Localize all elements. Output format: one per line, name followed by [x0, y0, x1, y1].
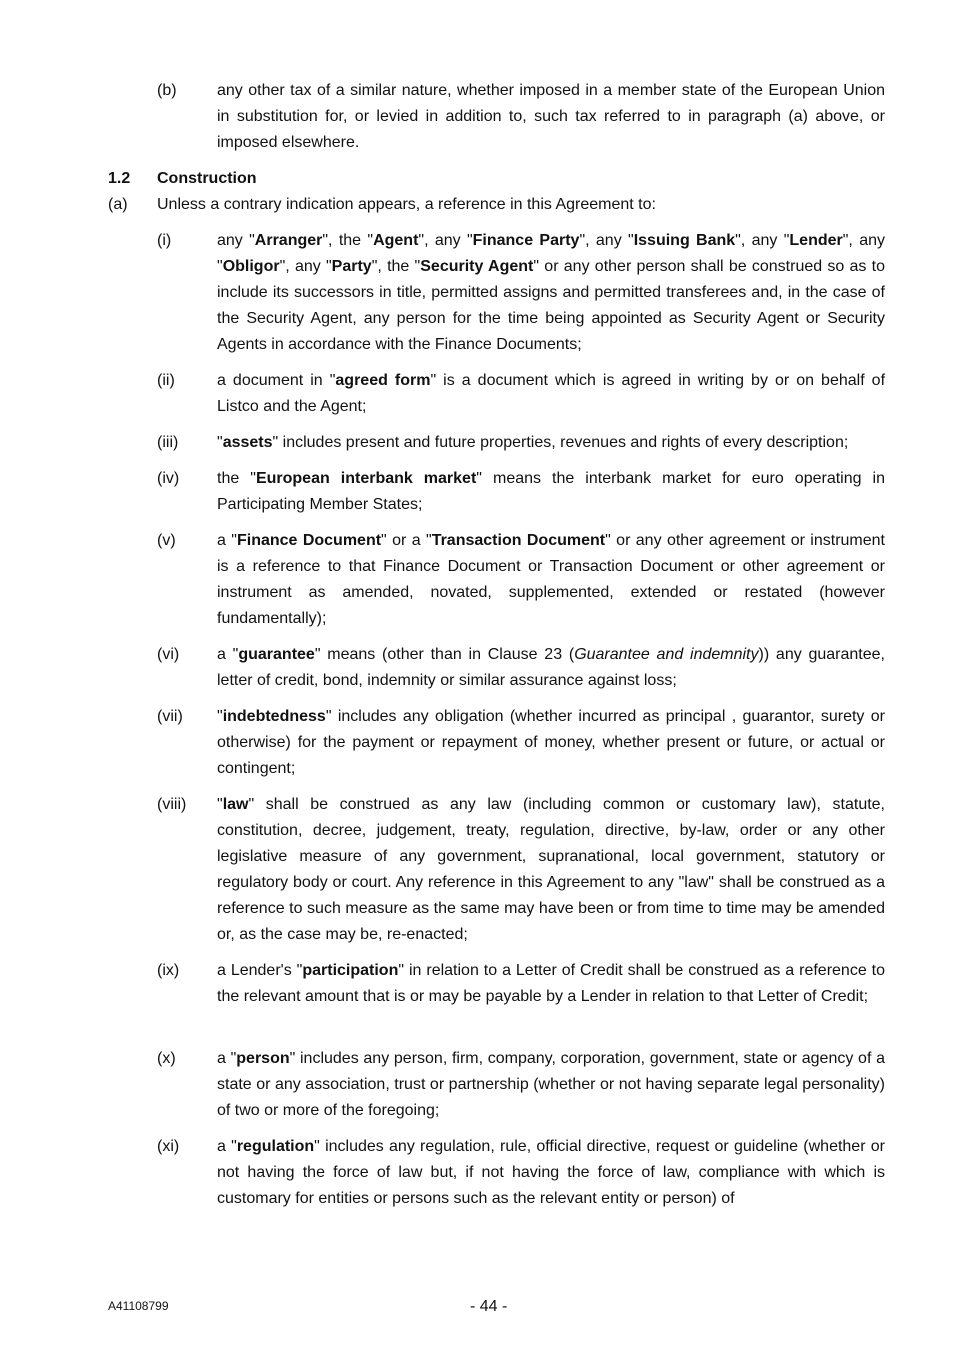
page-number: - 44 - [470, 1298, 508, 1315]
defined-term: Transaction Document [431, 532, 606, 549]
text-run: " or any other agreement or instrument is a reference to that Finance Document or Transaction Document or other agreement or instrument as amended, novated, supplemented, extended or restated (however fundamentally); [217, 532, 885, 627]
section-number: 1.2 [108, 170, 131, 187]
text-run: a Lender's " [217, 962, 303, 979]
defined-term: Arranger [254, 232, 323, 249]
section-title: Construction [157, 170, 257, 187]
text-run: a document in " [217, 372, 336, 389]
list-item-text [217, 704, 885, 782]
text-run: ", any " [418, 232, 473, 249]
defined-term: participation [302, 962, 399, 979]
para-b-label: (b) [157, 82, 177, 99]
list-item-label: (iii) [157, 434, 179, 451]
list-item-label: (v) [157, 532, 176, 549]
defined-term: Issuing Bank [633, 232, 736, 249]
defined-term: Party [331, 258, 372, 275]
list-item-label: (ii) [157, 372, 175, 389]
list-item-text [217, 466, 885, 518]
defined-term: Agent [373, 232, 419, 249]
clause-title: Guarantee and indemnity [574, 646, 759, 663]
para-a-text: Unless a contrary indication appears, a reference in this Agreement to: [157, 196, 656, 213]
list-item-text [217, 1134, 885, 1212]
text-run: " includes any obligation (whether incurred as principal , guarantor, surety or otherwise) for the payment or repayment of money, whether present or future, or actual or contingent; [217, 708, 885, 777]
text-run: " or any other person shall be construed so as to include its successors in title, permitted assigns and permitted transferees and, in the case of the Security Agent, any person for the time being appointed as Security Agent or Security Agents in accordance with the Finance Documents; [217, 258, 886, 353]
text-run: " is a document which is agreed in writing by or on behalf of Listco and the Agent; [217, 372, 886, 415]
list-item-label: (iv) [157, 470, 180, 487]
list-item-text [217, 228, 885, 358]
text-run: " [217, 434, 223, 451]
defined-term: Security Agent [420, 258, 534, 275]
defined-term: Finance Party [472, 232, 580, 249]
text-run: " or a " [381, 532, 432, 549]
list-item-text [217, 642, 885, 694]
text-run: a " [217, 1138, 237, 1155]
defined-term: regulation [236, 1138, 315, 1155]
text-run: " includes any regulation, rule, official directive, request or guideline (whether or not having the force of law but, if not having the force of law, compliance with which is customary for entities or persons such as the relevant entity or person) of [217, 1138, 885, 1207]
text-run: ", any " [217, 232, 885, 275]
text-run: " includes present and future properties, revenues and rights of every description; [272, 434, 849, 451]
text-run: " [217, 708, 223, 725]
defined-term: assets [222, 434, 273, 451]
list-item-text [217, 792, 885, 948]
list-item-label: (vi) [157, 646, 180, 663]
text-run: ", the " [371, 258, 421, 275]
text-run: the " [217, 470, 256, 487]
text-run: " means the interbank market for euro operating in Participating Member States; [217, 470, 885, 513]
para-b-text: any other tax of a similar nature, whether imposed in a member state of the European Union in substitution for, or levied in addition to, such tax referred to in paragraph (a) above, or imposed elsewhere. [217, 82, 885, 151]
defined-term: person [236, 1050, 290, 1067]
text-run: ", the " [322, 232, 374, 249]
list-item-text [217, 430, 885, 456]
document-reference: A41108799 [108, 1299, 169, 1313]
text-run: " [217, 796, 223, 813]
defined-term: Finance Document [236, 532, 382, 549]
defined-term: guarantee [238, 646, 315, 663]
list-item-label: (xi) [157, 1138, 180, 1155]
defined-term: agreed form [335, 372, 431, 389]
text-run: a " [217, 646, 239, 663]
list-item-label: (x) [157, 1050, 176, 1067]
text-run: " means (other than in Clause 23 ( [314, 646, 575, 663]
defined-term: Lender [789, 232, 843, 249]
text-run: ", any " [579, 232, 634, 249]
text-run: a " [217, 1050, 237, 1067]
text-run: " includes any person, firm, company, corporation, government, state or agency of a state or any association, trust or partnership (whether or not having separate legal personality) of two or more of the foregoing; [217, 1050, 885, 1119]
list-item-label: (i) [157, 232, 172, 249]
defined-term: Obligor [222, 258, 280, 275]
list-item-label: (ix) [157, 962, 180, 979]
defined-term: indebtedness [222, 708, 326, 725]
defined-term: law [222, 796, 249, 813]
text-run: " in relation to a Letter of Credit shall be construed as a reference to the relevant amount that is or may be payable by a Lender in relation to that Letter of Credit; [217, 962, 886, 1005]
text-run: any " [217, 232, 255, 249]
list-item-label: (vii) [157, 708, 183, 725]
defined-term: European interbank market [255, 470, 477, 487]
text-run: a " [217, 532, 237, 549]
text-run: )) any guarantee, letter of credit, bond, indemnity or similar assurance against loss; [217, 646, 885, 689]
para-a-label: (a) [108, 196, 128, 213]
list-item-label: (viii) [157, 796, 187, 813]
list-item-text [217, 958, 885, 1010]
text-run: " shall be construed as any law (including common or customary law), statute, constitution, decree, judgement, treaty, regulation, directive, by-law, order or any other legislative measure of any government, supranational, local government, statutory or regulatory body or court. Any reference in this Agreement to any "law" shall be construed as a reference to such measure as the same may have been or from time to time may be amended or, as the case may be, re-enacted; [217, 796, 885, 943]
text-run: ", any " [279, 258, 332, 275]
list-item-text [217, 368, 885, 420]
list-item-text [217, 1046, 885, 1124]
text-run: ", any " [735, 232, 790, 249]
list-item-text [217, 528, 885, 632]
